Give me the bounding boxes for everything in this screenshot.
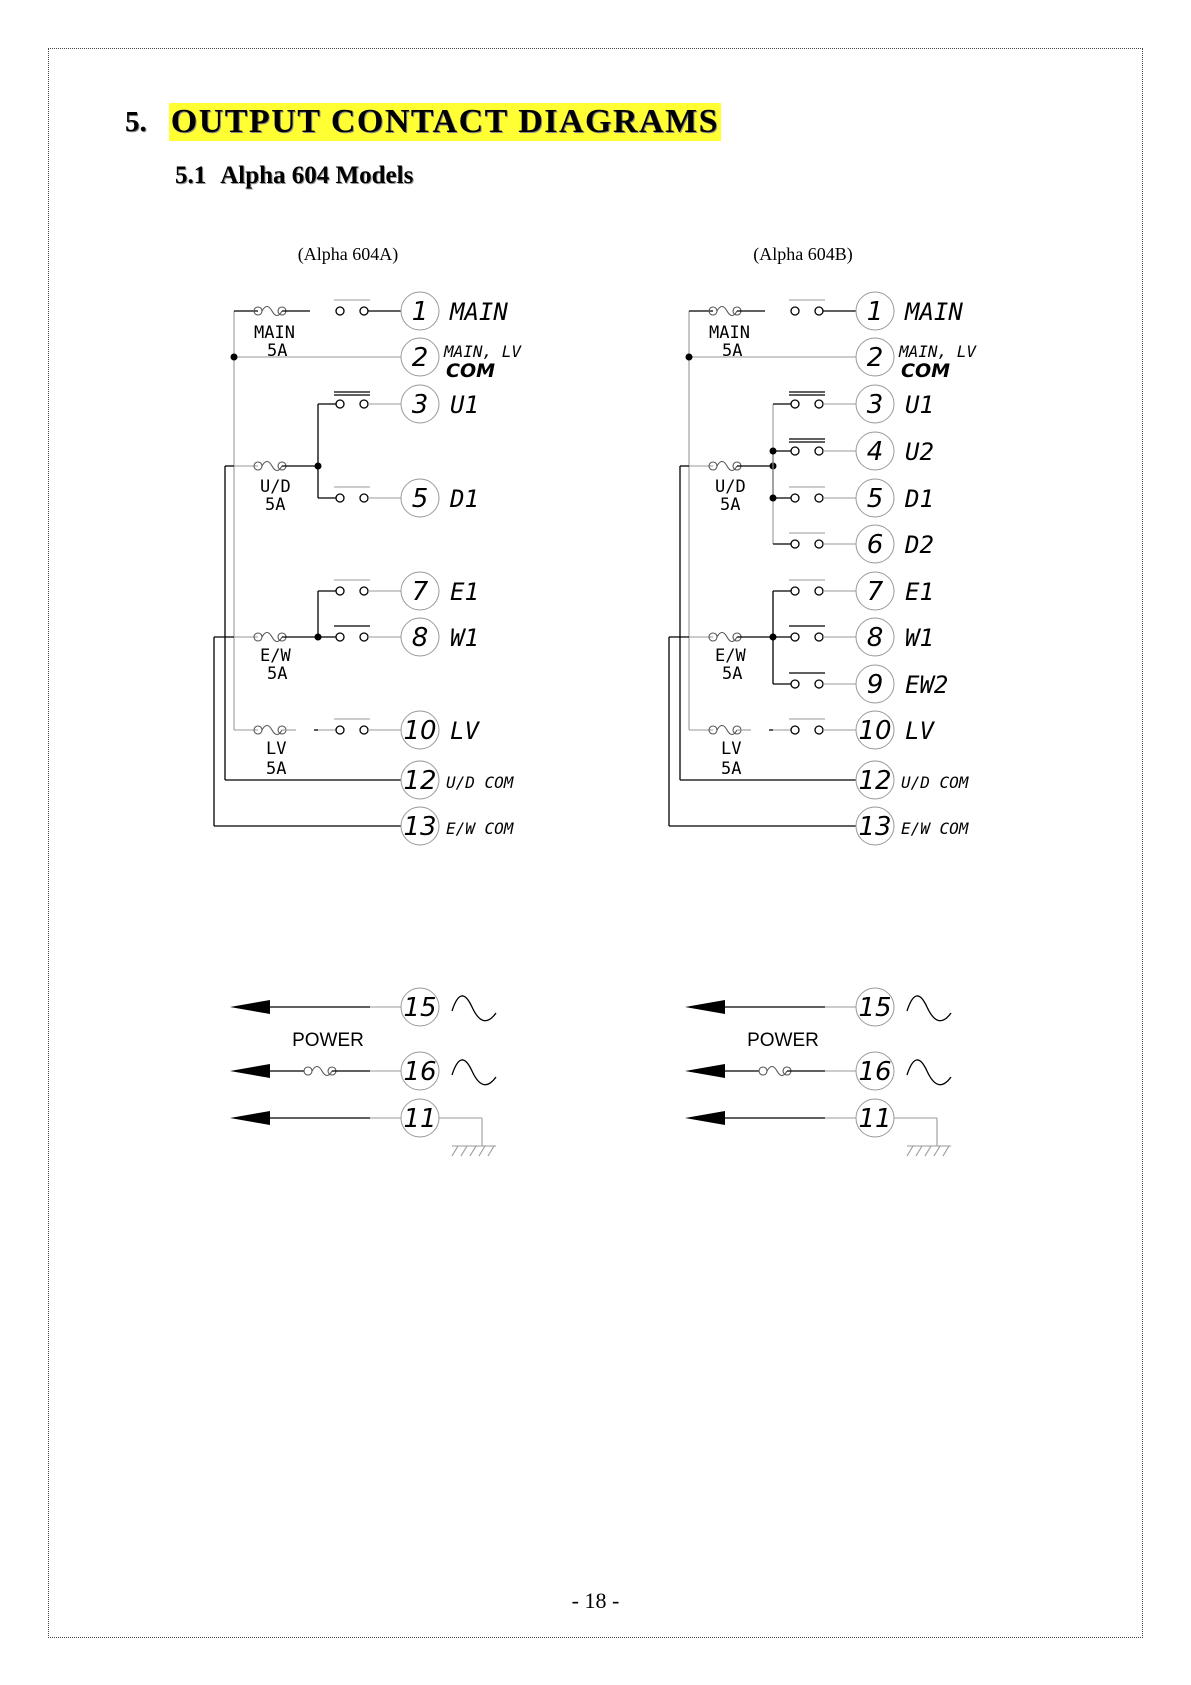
fuse-icon bbox=[759, 1067, 791, 1076]
terminal-label-10: LV bbox=[450, 717, 479, 745]
ac-wave-icon bbox=[452, 996, 496, 1021]
power-label: POWER bbox=[747, 1030, 819, 1051]
ground-icon bbox=[439, 1118, 496, 1156]
terminal-label-4: U2 bbox=[905, 438, 934, 466]
diagram-caption: (Alpha 604A) bbox=[297, 244, 399, 264]
terminal-3 bbox=[401, 385, 439, 423]
diagram-caption: (Alpha 604B) bbox=[753, 244, 853, 264]
terminal-label-com: COM bbox=[901, 360, 951, 382]
terminal-label-1: MAIN bbox=[450, 298, 508, 326]
fuse-icon bbox=[709, 633, 741, 642]
relay-contact-icon bbox=[789, 673, 825, 688]
relay-contact-icon bbox=[789, 719, 825, 734]
terminal-number: 9 bbox=[866, 670, 884, 700]
terminal-12 bbox=[856, 761, 894, 799]
fuse-label-ud: U/D bbox=[715, 477, 746, 497]
subsection-number: 5.1 bbox=[175, 162, 207, 189]
terminal-number: 10 bbox=[403, 716, 437, 746]
terminal-15 bbox=[401, 988, 439, 1026]
relay-contact-icon bbox=[789, 626, 825, 641]
terminal-number: 5 bbox=[866, 484, 884, 514]
terminal-1 bbox=[856, 292, 894, 330]
power-section bbox=[230, 988, 496, 1156]
terminal-number: 4 bbox=[866, 437, 884, 467]
terminal-number: 15 bbox=[403, 993, 437, 1023]
terminal-number: 2 bbox=[411, 343, 429, 373]
terminal-11 bbox=[401, 1099, 439, 1137]
terminal-label-5: D1 bbox=[905, 485, 934, 513]
fuse-rating-lv: 5A bbox=[266, 759, 287, 779]
terminal-number: 1 bbox=[411, 297, 429, 327]
terminal-label-5: D1 bbox=[450, 485, 479, 513]
terminal-15 bbox=[856, 988, 894, 1026]
terminal-8 bbox=[856, 618, 894, 656]
terminal-label-12: U/D COM bbox=[901, 773, 969, 792]
terminal-4 bbox=[856, 432, 894, 470]
terminal-3 bbox=[856, 385, 894, 423]
fuse-rating-ew: 5A bbox=[722, 664, 743, 684]
terminal-label-3: U1 bbox=[450, 391, 479, 419]
terminal-5 bbox=[401, 479, 439, 517]
fuse-icon bbox=[709, 307, 741, 316]
arrow-icon bbox=[685, 1064, 725, 1078]
terminal-number: 10 bbox=[858, 716, 892, 746]
terminal-number: 15 bbox=[858, 993, 892, 1023]
terminal-13 bbox=[856, 807, 894, 845]
page-number: - 18 - bbox=[571, 1588, 620, 1613]
ground-icon bbox=[894, 1118, 951, 1156]
terminal-16 bbox=[401, 1052, 439, 1090]
relay-contact-icon bbox=[334, 626, 370, 641]
terminal-7 bbox=[856, 572, 894, 610]
terminal-2 bbox=[401, 338, 439, 376]
terminal-number: 8 bbox=[866, 623, 884, 653]
terminal-label-1: MAIN bbox=[905, 298, 963, 326]
fuse-label-ew: E/W bbox=[260, 646, 291, 666]
fuse-icon bbox=[709, 462, 741, 471]
relay-contact-icon bbox=[334, 487, 370, 502]
terminal-number: 11 bbox=[403, 1104, 437, 1134]
terminal-label-13: E/W COM bbox=[901, 819, 969, 838]
terminal-number: 16 bbox=[403, 1057, 437, 1087]
fuse-rating-main: 5A bbox=[267, 341, 288, 361]
ac-wave-icon bbox=[452, 1060, 496, 1085]
diagram-alpha-604a bbox=[214, 244, 522, 1156]
terminal-label-com: COM bbox=[446, 360, 496, 382]
diagram-alpha-604b bbox=[669, 244, 977, 1156]
terminal-7 bbox=[401, 572, 439, 610]
fuse-icon bbox=[254, 307, 286, 316]
terminal-2 bbox=[856, 338, 894, 376]
terminal-number: 12 bbox=[403, 766, 437, 796]
terminal-number: 6 bbox=[866, 530, 884, 560]
terminal-label-main-lv: MAIN, LV bbox=[899, 342, 977, 361]
fuse-rating-ud: 5A bbox=[265, 495, 286, 515]
fuse-label-lv: LV bbox=[721, 739, 742, 759]
ac-wave-icon bbox=[907, 996, 951, 1021]
arrow-icon bbox=[685, 1000, 725, 1014]
fuse-icon bbox=[304, 1067, 336, 1076]
fuse-rating-ew: 5A bbox=[267, 664, 288, 684]
fuse-rating-ud: 5A bbox=[720, 495, 741, 515]
power-label: POWER bbox=[292, 1030, 364, 1051]
terminal-11 bbox=[856, 1099, 894, 1137]
arrow-icon bbox=[685, 1111, 725, 1125]
section-title: OUTPUT CONTACT DIAGRAMS bbox=[170, 103, 720, 140]
terminal-number: 12 bbox=[858, 766, 892, 796]
relay-contact-icon bbox=[334, 580, 370, 595]
fuse-label-main: MAIN bbox=[254, 323, 295, 343]
terminal-number: 7 bbox=[411, 577, 429, 607]
relay-contact-icon bbox=[789, 300, 825, 315]
terminal-label-9: EW2 bbox=[905, 671, 949, 699]
fuse-icon bbox=[254, 462, 286, 471]
terminal-label-12: U/D COM bbox=[446, 773, 514, 792]
terminal-10 bbox=[856, 711, 894, 749]
terminal-16 bbox=[856, 1052, 894, 1090]
fuse-icon bbox=[254, 726, 286, 735]
terminal-label-13: E/W COM bbox=[446, 819, 514, 838]
terminal-9 bbox=[856, 665, 894, 703]
terminal-13 bbox=[401, 807, 439, 845]
terminal-number: 5 bbox=[411, 484, 429, 514]
terminal-number: 7 bbox=[866, 577, 884, 607]
arrow-icon bbox=[230, 1000, 270, 1014]
terminal-label-6: D2 bbox=[905, 531, 934, 559]
fuse-label-ew: E/W bbox=[715, 646, 746, 666]
terminal-label-8: W1 bbox=[450, 624, 479, 652]
subsection-title: Alpha 604 Models bbox=[220, 162, 414, 189]
relay-contact-icon bbox=[789, 439, 825, 455]
arrow-icon bbox=[230, 1064, 270, 1078]
terminal-label-10: LV bbox=[905, 717, 934, 745]
terminal-number: 3 bbox=[411, 390, 429, 420]
ac-wave-icon bbox=[907, 1060, 951, 1085]
relay-contact-icon bbox=[789, 580, 825, 595]
relay-contact-icon bbox=[334, 300, 370, 315]
terminal-label-8: W1 bbox=[905, 624, 934, 652]
terminal-8 bbox=[401, 618, 439, 656]
fuse-icon bbox=[709, 726, 741, 735]
fuse-label-lv: LV bbox=[266, 739, 287, 759]
terminal-number: 11 bbox=[858, 1104, 892, 1134]
relay-contact-icon bbox=[334, 719, 370, 734]
fuse-label-main: MAIN bbox=[709, 323, 750, 343]
fuse-label-ud: U/D bbox=[260, 477, 291, 497]
terminal-number: 8 bbox=[411, 623, 429, 653]
terminal-6 bbox=[856, 525, 894, 563]
terminal-5 bbox=[856, 479, 894, 517]
terminal-1 bbox=[401, 292, 439, 330]
arrow-icon bbox=[230, 1111, 270, 1125]
terminal-number: 16 bbox=[858, 1057, 892, 1087]
fuse-rating-lv: 5A bbox=[721, 759, 742, 779]
terminal-number: 3 bbox=[866, 390, 884, 420]
power-section bbox=[685, 988, 951, 1156]
relay-contact-icon bbox=[334, 392, 370, 408]
relay-contact-icon bbox=[789, 487, 825, 502]
terminal-12 bbox=[401, 761, 439, 799]
relay-contact-icon bbox=[789, 392, 825, 408]
terminal-10 bbox=[401, 711, 439, 749]
terminal-number: 2 bbox=[866, 343, 884, 373]
terminal-label-main-lv: MAIN, LV bbox=[444, 342, 522, 361]
fuse-rating-main: 5A bbox=[722, 341, 743, 361]
terminal-number: 13 bbox=[858, 812, 892, 842]
junction-dot bbox=[686, 354, 693, 361]
terminal-number: 13 bbox=[403, 812, 437, 842]
relay-contact-icon bbox=[789, 533, 825, 548]
fuse-icon bbox=[254, 633, 286, 642]
terminal-number: 1 bbox=[866, 297, 884, 327]
section-number: 5. bbox=[125, 105, 147, 138]
terminal-label-3: U1 bbox=[905, 391, 934, 419]
terminal-label-7: E1 bbox=[450, 578, 479, 606]
junction-dot bbox=[231, 354, 238, 361]
terminal-label-7: E1 bbox=[905, 578, 934, 606]
